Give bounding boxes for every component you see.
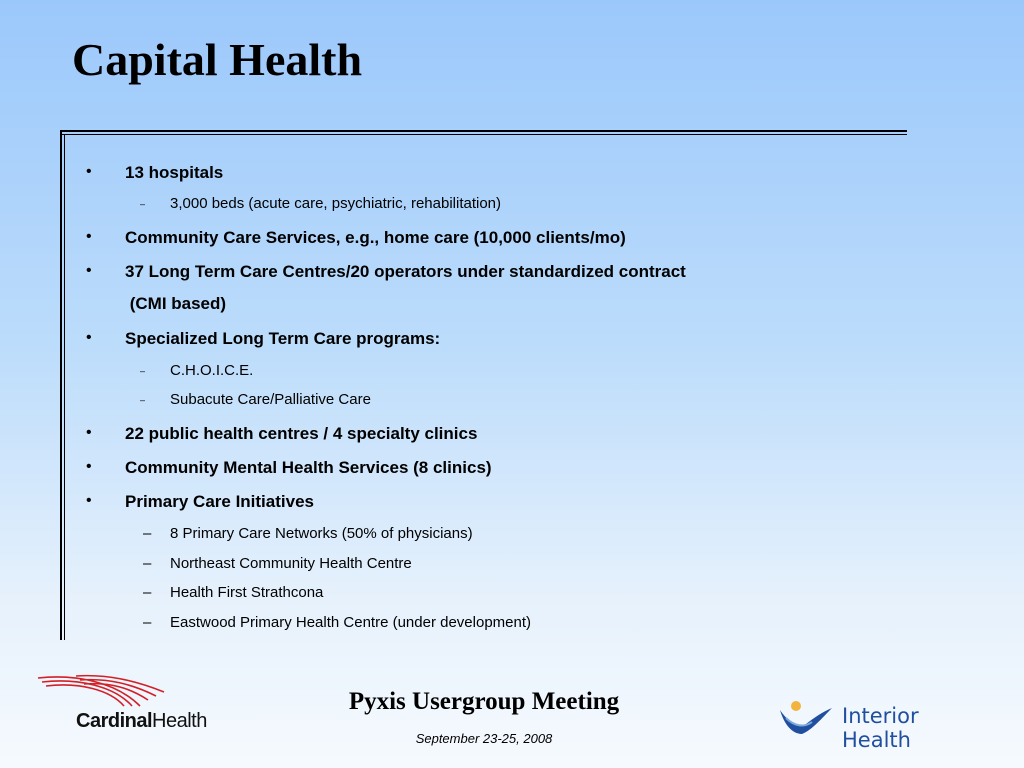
sub-bullet-marker: – [140, 366, 146, 376]
sub-bullet-marker: – [143, 525, 152, 542]
sub-bullet-item: 8 Primary Care Networks (50% of physicians) [170, 525, 473, 542]
bullet-item: 13 hospitals [125, 163, 224, 182]
sub-bullet-marker: – [140, 199, 146, 209]
sub-bullet-item: Eastwood Primary Health Centre (under development) [170, 614, 532, 631]
bullet-marker: • [86, 228, 92, 245]
bullet-item-continuation: (CMI based) [125, 294, 227, 313]
left-rule-outer [60, 130, 62, 640]
bullet-marker: • [86, 163, 92, 180]
slide-title: Capital Health [72, 34, 363, 85]
bullet-item: Community Care Services, e.g., home care (10,000 clients/mo) [125, 228, 626, 247]
sub-bullet-item: C.H.O.I.C.E. [170, 362, 254, 379]
meeting-date: September 23-25, 2008 [415, 731, 553, 746]
sub-bullet-marker: – [143, 555, 152, 572]
top-rule-outer [60, 130, 907, 132]
bullet-item: Primary Care Initiatives [125, 492, 314, 511]
bullet-item: 22 public health centres / 4 specialty clinics [125, 424, 478, 443]
bullet-marker: • [86, 424, 92, 441]
sub-bullet-marker: – [143, 584, 152, 601]
interior-health-logo [778, 696, 988, 752]
sub-bullet-item: 3,000 beds (acute care, psychiatric, rehabilitation) [170, 195, 502, 212]
meeting-title: Pyxis Usergroup Meeting [348, 688, 620, 715]
sub-bullet-marker: – [143, 614, 152, 631]
left-rule-inner [64, 134, 65, 640]
bullet-item: Specialized Long Term Care programs: [125, 329, 441, 348]
bullet-marker: • [86, 329, 92, 346]
sub-bullet-item: Health First Strathcona [170, 584, 324, 601]
sub-bullet-marker: – [140, 395, 146, 405]
bullet-item: 37 Long Term Care Centres/20 operators under standardized contract [125, 262, 686, 281]
sub-bullet-item: Northeast Community Health Centre [170, 555, 412, 572]
interior-health-wordmark: Interior Health [842, 704, 919, 752]
cardinal-health-wordmark: CardinalHealth [76, 710, 207, 732]
bullet-item: Community Mental Health Services (8 clinics) [125, 458, 492, 477]
top-rule-inner [60, 134, 907, 135]
bullet-marker: • [86, 262, 92, 279]
bullet-marker: • [86, 458, 92, 475]
interior-health-figure-icon [778, 696, 838, 740]
sub-bullet-item: Subacute Care/Palliative Care [170, 391, 371, 408]
bullet-marker: • [86, 492, 92, 509]
